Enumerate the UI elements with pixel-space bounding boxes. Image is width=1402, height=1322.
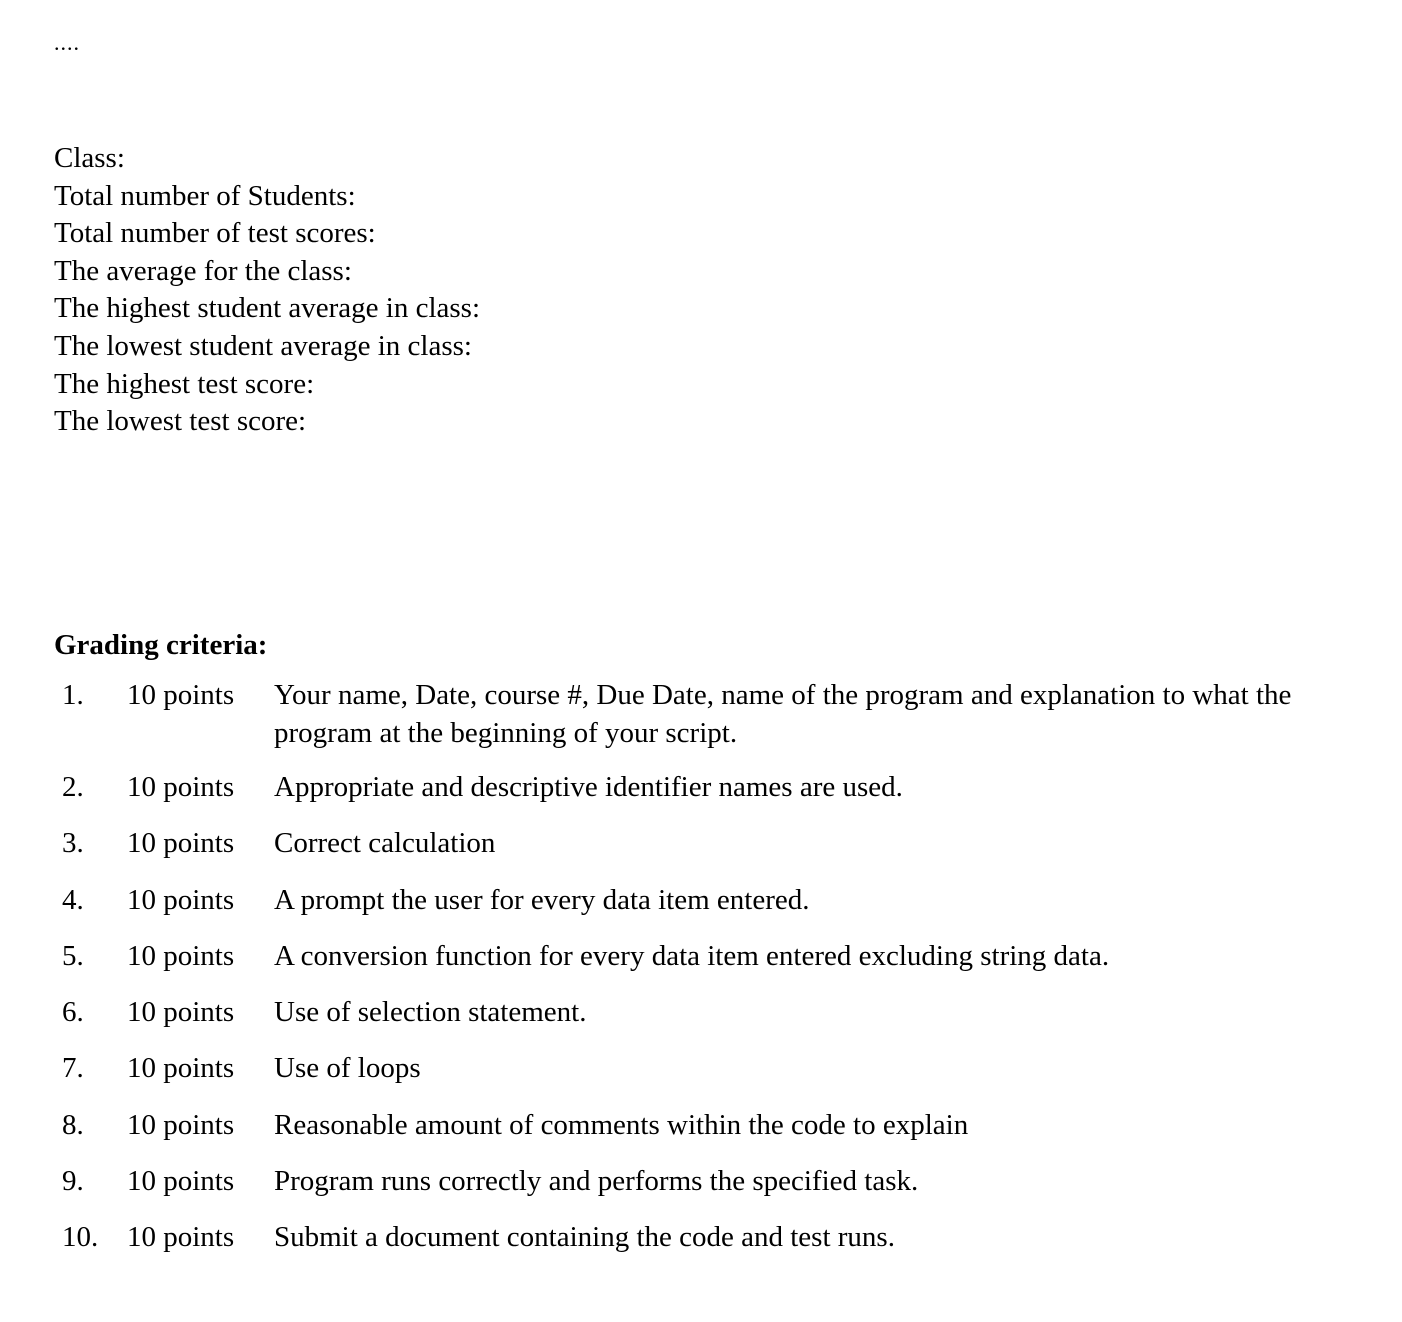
- criteria-number: 7.: [62, 1052, 84, 1085]
- summary-line-highest-student-average: The highest student average in class:: [54, 292, 481, 325]
- criteria-points: 10 points: [127, 1165, 235, 1198]
- criteria-description: Use of loops: [274, 1052, 421, 1085]
- criteria-points: 10 points: [127, 679, 235, 711]
- criteria-points: 10 points: [127, 771, 235, 803]
- criteria-number: 6.: [62, 996, 84, 1029]
- summary-line-lowest-student-average: The lowest student average in class:: [54, 329, 472, 362]
- criteria-number: 2.: [62, 771, 84, 803]
- criteria-description: Use of selection statement.: [274, 996, 587, 1029]
- criteria-item: [0, 676, 1402, 768]
- criteria-item: [0, 1106, 1402, 1162]
- grading-criteria-list: [0, 676, 1402, 1275]
- criteria-number: 9.: [62, 1165, 84, 1198]
- criteria-item: [0, 993, 1402, 1049]
- criteria-description: A conversion function for every data item entered excluding string data.: [274, 939, 1110, 972]
- ellipsis-text: ....: [54, 30, 80, 55]
- criteria-number: 5.: [62, 939, 84, 972]
- criteria-item: [0, 824, 1402, 880]
- criteria-item: [0, 1049, 1402, 1105]
- criteria-number: 8.: [62, 1108, 84, 1141]
- criteria-number: 10.: [62, 1221, 99, 1254]
- class-summary-block: [54, 140, 480, 441]
- criteria-description: Correct calculation: [274, 827, 496, 860]
- criteria-points: 10 points: [127, 996, 235, 1029]
- criteria-points: 10 points: [127, 1221, 235, 1254]
- criteria-item: [0, 1162, 1402, 1218]
- summary-line-class-average: The average for the class:: [54, 254, 352, 287]
- criteria-points: 10 points: [127, 1052, 235, 1085]
- summary-line-total-students: Total number of Students:: [54, 179, 356, 212]
- criteria-points: 10 points: [127, 1108, 235, 1141]
- summary-line-class: Class:: [54, 142, 125, 174]
- criteria-item: [0, 937, 1402, 993]
- criteria-description: Appropriate and descriptive identifier names are used.: [274, 771, 903, 803]
- criteria-description: Submit a document containing the code and test runs.: [274, 1221, 895, 1254]
- criteria-number: 4.: [62, 883, 84, 916]
- criteria-number: 1.: [62, 679, 84, 711]
- summary-line-highest-test-score: The highest test score:: [54, 367, 315, 400]
- summary-line-lowest-test-score: The lowest test score:: [54, 405, 307, 438]
- criteria-description: A prompt the user for every data item entered.: [274, 883, 810, 916]
- criteria-number: 3.: [62, 827, 84, 860]
- grading-criteria-heading: Grading criteria:: [54, 629, 268, 661]
- criteria-description: Reasonable amount of comments within the code to explain: [274, 1108, 969, 1141]
- summary-line-total-test-scores: Total number of test scores:: [54, 217, 376, 250]
- criteria-item: [0, 881, 1402, 937]
- criteria-description: Program runs correctly and performs the specified task.: [274, 1165, 919, 1198]
- criteria-description: Your name, Date, course #, Due Date, name of the program and explanation to what the program at the beginning of your script.: [274, 679, 1292, 749]
- criteria-points: 10 points: [127, 827, 235, 860]
- criteria-points: 10 points: [127, 939, 235, 972]
- criteria-points: 10 points: [127, 883, 235, 916]
- criteria-item: [0, 1218, 1402, 1274]
- criteria-item: [0, 768, 1402, 824]
